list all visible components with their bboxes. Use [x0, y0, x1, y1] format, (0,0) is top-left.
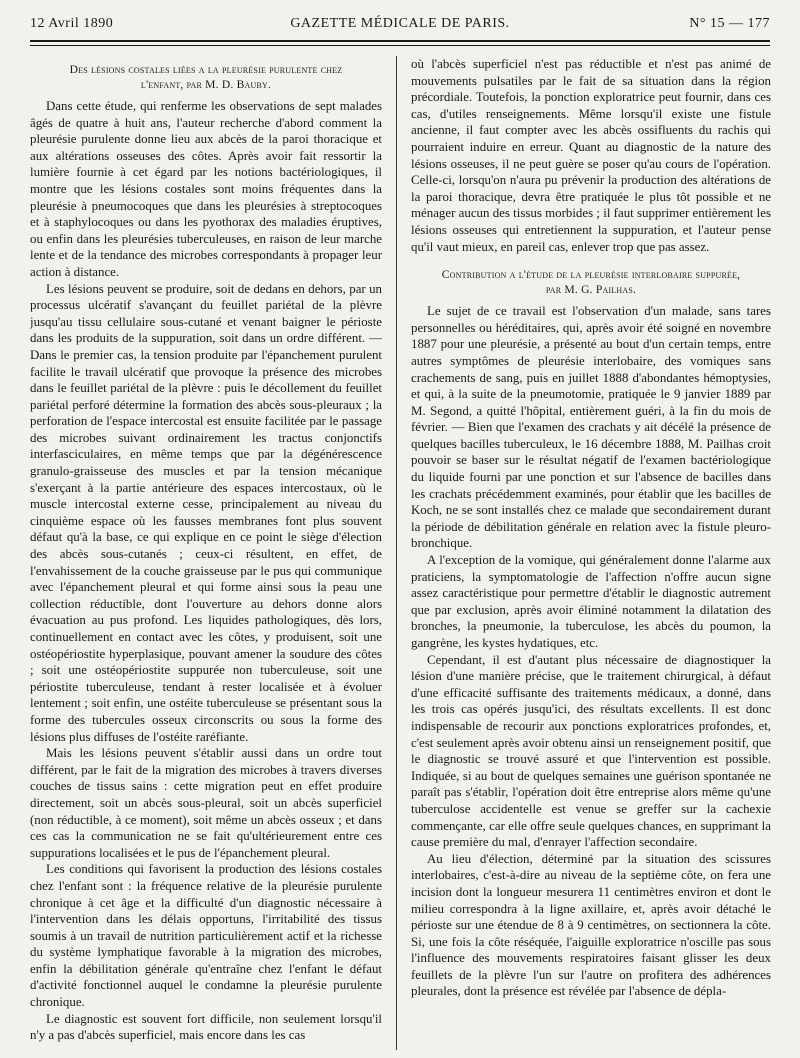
- column-divider: [396, 56, 397, 1050]
- left-column: [30, 56, 382, 1052]
- article-author-line: par M. G. Pailhas.: [545, 283, 637, 297]
- paragraph: Le sujet de ce travail est l'observation d'un malade, sans tares personnelles ou héréditaires, qui, après avoir été soigné en novembre 1887 pour une pleurésie, a présenté au bout d'un certain temps, entre autres symptômes de pleurésie interlobaire, des vomiques sans crachements de sang, puis en juillet 1888 d'abondantes hémoptysies, et qui, à la suite de la pneumotomie, pratiquée le 9 janvier 1889 par M. Segond, a quitté l'hôpital, entièrement guéri, à la fin du mois de février. — Bien que l'examen des crachats y ait décélé la présence de quelques bacilles tuberculeux, le 16 décembre 1888, M. Pailhas croit pouvoir se baser sur le résultat négatif de l'examen bactériologique du liquide fourni par une ponction et sur l'absence de bacilles dans les crachats précédemment examinés, pour établir que les bacilles de Koch, ne se sont installés chez ce malade que secondairement durant la période de débilitation générale en relation avec la fistule pleuro-bronchique.: [411, 304, 771, 551]
- right-column: [411, 56, 771, 1052]
- header-rule-thin: [30, 45, 770, 46]
- paragraph: Au lieu d'élection, déterminé par la situation des scissures interlobaires, c'est-à-dire au niveau de la septième côte, on fera une incision dont la longueur mesurera 11 centimètres environ et dont le milieu correspondra à la ligne axillaire, et, après avoir détaché le périoste sur une étendue de 8 à 9 centimètres, on sectionnera la côte. Si, une fois la côte réséquée, l'aiguille exploratrice n'oscille pas sous l'influence des mouvements respiratoires faisant glisser les deux feuillets de la plèvre l'un sur l'autre on profitera des adhérences pleurales, dont la présence est révélée par l'absence de dépla-: [411, 851, 771, 999]
- paragraph-continuation: où l'abcès superficiel n'est pas réductible et n'est pas animé de mouvements pulsatiles par le fait de sa situation dans la région précordiale. Toutefois, la ponction exploratrice peut fournir, dans ces cas, d'utiles renseignements. Même lorsqu'il existe une fistule ancienne, il faut compter avec les abcès ossifluents du rachis qui pourraient induire en erreur. Quant au diagnostic de la nature des lésions osseuses, il ne peut guère se poser qu'au cours de l'opération. Celle-ci, lorsqu'on n'aura pu prévenir la production des altérations de la paroi thoracique, devra être pratiquée le plus tôt possible et ne ménager aucun des tissus morbides ; il faut supprimer entièrement les lésions osseuses qui entretiennent la suppuration, et l'auteur pense qu'il vaut mieux, en pareil cas, enlever trop que pas assez.: [411, 57, 771, 254]
- article-title-line: Contribution a l'étude de la pleurésie interlobaire suppurée,: [441, 268, 741, 282]
- paragraph: Dans cette étude, qui renferme les observations de sept malades âgés de quatre à huit ans, l'auteur recherche d'abord comment la pleurésie purulente donne lieu aux abcès de la paroi thoracique et aux altérations osseuses des côtes. Après avoir fait ressortir la lumière fournie à cet égard par les notions bactériologiques, il montre que les lésions costales sont moins fréquentes dans la pleurésie à pneumocoques que dans les pleurésies à streptocoques et à staphylocoques ou dans les pyothorax des maladies éruptives, ou enfin dans les pleurésies tuberculeuses, en raison de leur marche lente et de la tendance des microbes correspondants à propager leur action à distance.: [30, 99, 382, 279]
- header-rule-thick: [30, 40, 770, 42]
- issue-date: 12 Avril 1890: [30, 16, 114, 31]
- issue-page-number: N° 15 — 177: [689, 16, 770, 31]
- article-title-bauby: [36, 62, 376, 92]
- paragraph: A l'exception de la vomique, qui généralement donne l'alarme aux praticiens, la symptomatologie de l'affection n'offre aucun signe assez caractéristique pour permettre d'établir le diagnostic autrement que par exclusion, après avoir éliminé notamment la dilatation des bronches, la pneumonie, la tuberculose, les abcès du poumon, la gangrène, les kystes hydatiques, etc.: [411, 553, 771, 650]
- paragraph: Le diagnostic est souvent fort difficile, non seulement lorsqu'il n'y a pas d'abcès superficiel, mais encore dans les cas: [30, 1011, 382, 1043]
- paragraph: Mais les lésions peuvent s'établir aussi dans un ordre tout différent, par le fait de la migration des microbes à travers diverses couches de tissus sains : cette migration peut en effet produire directement, soit un abcès sous-pleural, soit un abcès superficiel (non réductible, à ce moment), soit même un abcès osseux ; et dans ces cas la communication ne se fait qu'ultérieurement entre ces suppurations localisées et le pus de l'épanchement pleural.: [30, 746, 382, 860]
- paragraph: Les lésions peuvent se produire, soit de dedans en dehors, par un processus ulcératif s'avançant du feuillet pariétal de la plèvre jusqu'au tissu cellulaire sous-cutané et venant baigner le périoste dans les produits de la suppuration, soit dans un ordre différent. — Dans le premier cas, la tension produite par l'épanchement purulent facilite le travail ulcératif que provoque la présence des microbes dans le feuillet pariétal de la plèvre : puis le décollement du feuillet pariétal perforé détermine la formation des abcès sous-pleuraux ; la perforation de l'espace intercostal est ensuite facilitée par le passage des microbes suivant ordinairement les tractus conjonctifs interfasciculaires, en même temps que par la dégénérescence granulo-graisseuse des muscles et par la tension mécanique s'exerçant à la partie antérieure des espaces intercostaux, où le muscle intercostal externe cesse, principalement au niveau du cinquième espace où les fausses membranes font plus souvent défaut qu'à la base, ce qui explique en ce point le siège d'élection des abcès sous-cutanés ; ceux-ci résultent, en effet, de l'envahissement de la couche graisseuse par le pus qui communique avec l'épanchement pleural et qui forme ainsi sous la peau une collection réductible, dont l'ouverture au dehors donne alors évacuation au pus profond. Les liquides pathologiques, dès lors, continuellement en contact avec les côtes, y produisent, soit une ostéopériostite hyperplasique, pouvant amener la soudure des côtes ; soit une ostéopériostite suppurée non tuberculeuse, soit une périostite tuberculeuse, tendant à rester localisée et à évoluer lentement ; soit enfin, une ostéite tuberculeuse se présentant sous la forme des tubercules osseux circonscrits ou sous la forme des lésions plus diffuses de l'ostéite raréfiante.: [30, 281, 382, 744]
- article-author-line: l'enfant, par M. D. Bauby.: [140, 78, 272, 91]
- paragraph: Les conditions qui favorisent la production des lésions costales chez l'enfant sont : la fréquence relative de la pleurésie purulente chronique à cet âge et la difficulté d'un diagnostic nécessaire à l'intervention dans les délais opportuns, l'irritabilité des tissus soumis à un travail de nutrition particulièrement actif et la richesse du système lymphatique favorable à la migration des microbes, enfin la débilitation générale qu'entraîne chez l'enfant le défaut d'activité fonctionnel auquel le condamne la pleurésie purulente chronique.: [30, 862, 382, 1010]
- page-header: [30, 12, 770, 36]
- paragraph: Cependant, il est d'autant plus nécessaire de diagnostiquer la lésion d'une manière précise, que le traitement chirurgical, à défaut d'une efficacité suffisante des traitements médicaux, a donné, dans les trois cas opérés jusqu'ici, des résultats excellents. Il est donc indispensable de recourir aux ponctions exploratrices profondes, et, c'est seulement après avoir obtenu ainsi un renseignement positif, que le diagnostic se trouvé assuré et que l'intervention est possible. Indiquée, si au bout de quelques semaines une guérison spontanée ne paraît pas s'établir, l'opération doit être entreprise alors même qu'une tuberculose accidentelle est venue se greffer sur la cachexie commençante, car elle offre seule quelques chances, en supprimant la cause première du mal, d'enrayer l'affection secondaire.: [411, 652, 771, 850]
- article-title-pailhas: [417, 267, 765, 297]
- journal-title: GAZETTE MÉDICALE DE PARIS.: [290, 16, 510, 31]
- article-title-line: Des lésions costales liées a la pleurésie purulente chez: [69, 63, 343, 76]
